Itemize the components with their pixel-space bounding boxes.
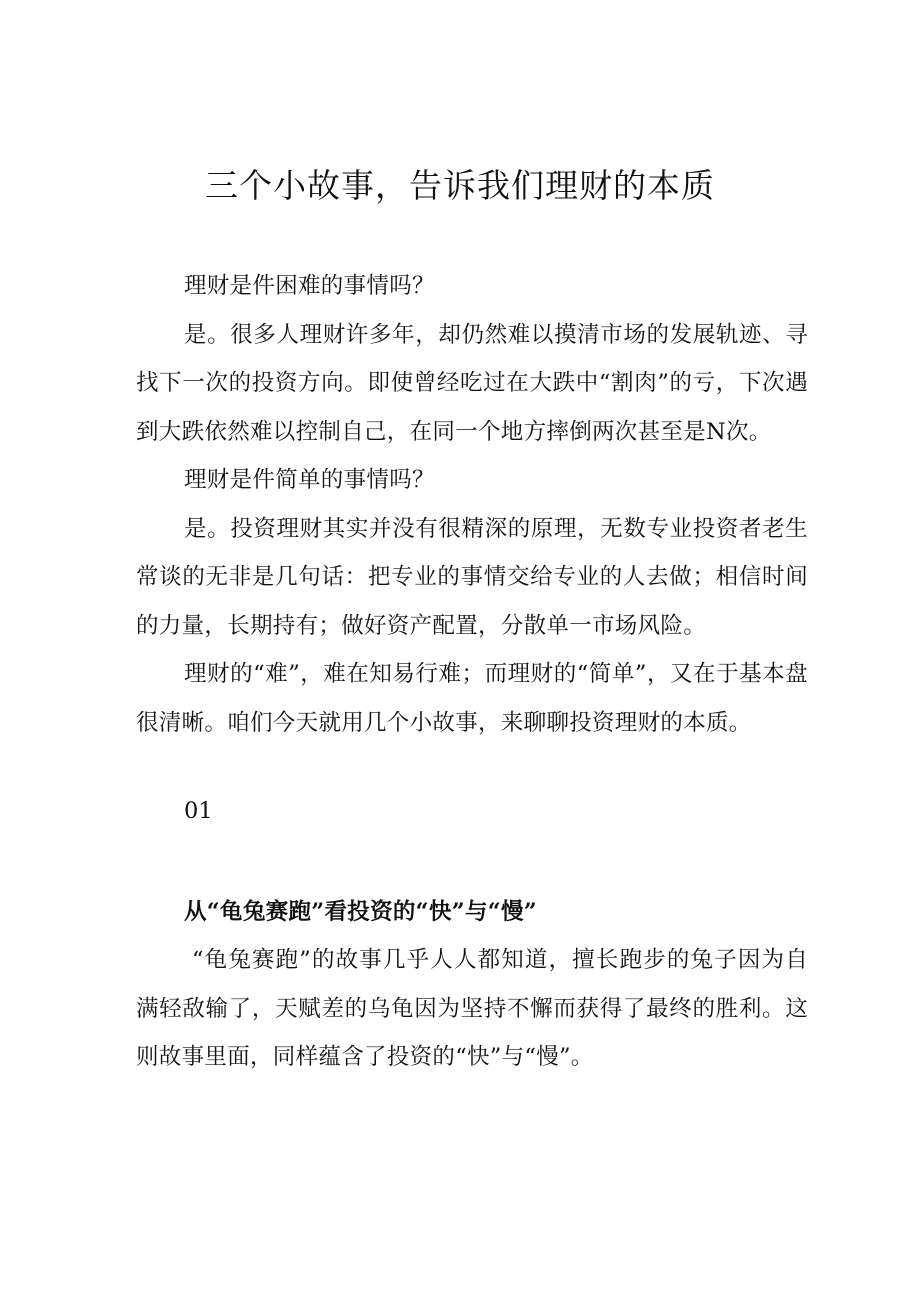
spacer — [136, 836, 808, 888]
section-heading: 从“龟兔赛跑”看投资的“快”与“慢” — [184, 898, 538, 925]
document-body — [136, 262, 808, 1082]
section-number: 01 — [184, 798, 213, 824]
paragraph-question-simple: 理财是件简单的事情吗？ — [184, 467, 435, 493]
paragraph-answer-hard: 是。很多人理财许多年，却仍然难以摸清市场的发展轨迹、寻找下一次的投资方向。即使曾经吃过在大跌中“割肉”的亏，下次遇到大跌依然难以控制自己，在同一个地方摔倒两次甚至是N次。 — [136, 321, 808, 445]
document-title: 三个小故事，告诉我们理财的本质 — [205, 166, 715, 205]
paragraph-intro: 理财的“难”，难在知易行难；而理财的“简单”，又在于基本盘很清晰。咱们今天就用几个小故事，来聊聊投资理财的本质。 — [136, 661, 808, 736]
paragraph-question-hard: 理财是件困难的事情吗？ — [184, 273, 435, 299]
paragraph-answer-simple: 是。投资理财其实并没有很精深的原理，无数专业投资者老生常谈的无非是几句话：把专业的事情交给专业的人去做；相信时间的力量，长期持有；做好资产配置，分散单一市场风险。 — [136, 515, 808, 639]
spacer — [136, 747, 808, 787]
section-paragraph: “龟兔赛跑”的故事几乎人人都知道，擅长跑步的兔子因为自满轻敌输了，天赋差的乌龟因为坚持不懈而获得了最终的胜利。这则故事里面，同样蕴含了投资的“快”与“慢”。 — [136, 947, 808, 1070]
